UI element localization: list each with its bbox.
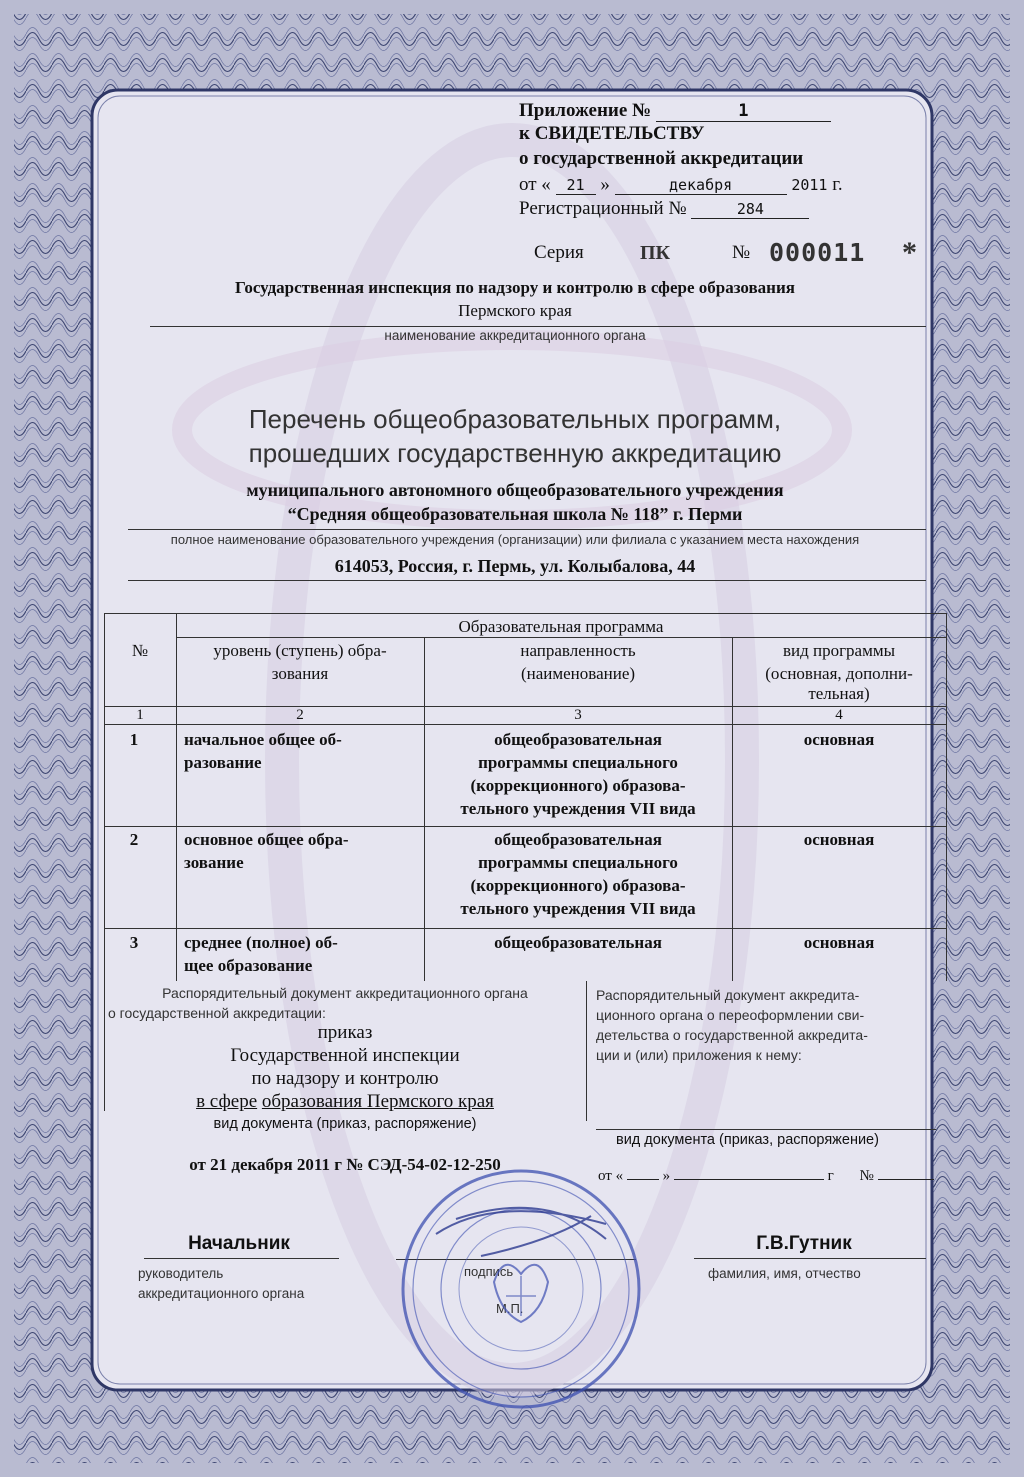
institution-line2: “Средняя общеобразовательная школа № 118” г. Перми: [287, 504, 743, 524]
col-number-1: 1: [136, 707, 144, 723]
serial-number: 000011: [769, 238, 866, 267]
left-doc-caption2: о государственной аккредитации:: [108, 1005, 326, 1021]
table-row-no: 3: [129, 933, 139, 952]
authority-caption: наименование аккредитационного органа: [384, 328, 646, 343]
appendix-number: 1: [656, 101, 831, 122]
table-row-direction: общеобразовательная программы специального (коррекционного) образова- тельного учреждения VII вида: [460, 730, 696, 818]
col-no-header: №: [131, 641, 149, 660]
left-doc-date-line: от 21 декабря 2011 г № СЭД-54-02-12-250: [189, 1155, 501, 1174]
signer-position: Начальник: [188, 1233, 290, 1254]
number-label: №: [732, 242, 751, 263]
col-direction-header: направленность (наименование): [520, 641, 636, 683]
table-row-type: основная: [803, 830, 875, 849]
col-type-header: вид программы (основная, дополни- тельная): [765, 641, 913, 703]
authority-line1: Государственная инспекция по надзору и контролю в сфере образования: [235, 278, 795, 297]
col-level-header: уровень (ступень) обра- зования: [213, 641, 387, 683]
col-number-2: 2: [296, 707, 304, 723]
left-doc-handwritten1: приказ: [317, 1022, 373, 1043]
institution-line1: муниципального автономного общеобразовательного учреждения: [246, 480, 784, 500]
col-number-3: 3: [574, 707, 582, 723]
table-row-type: основная: [803, 933, 875, 952]
group-header: Образовательная программа: [458, 617, 664, 636]
table-row-direction: общеобразовательная: [494, 933, 662, 952]
authority-line2: Пермского края: [458, 301, 572, 320]
official-seal-image: [396, 1164, 646, 1414]
programs-table: [104, 613, 926, 981]
right-doc-kind-caption: вид документа (приказ, распоряжение): [616, 1132, 879, 1148]
document-title-line1: Перечень общеобразовательных программ,: [248, 404, 782, 434]
institution-caption: полное наименование образовательного учреждения (организации) или филиала с указанием места нахождения: [170, 532, 860, 547]
asterisk-mark: *: [902, 236, 917, 269]
table-row-direction: общеобразовательная программы специального (коррекционного) образова- тельного учреждения VII вида: [460, 830, 696, 918]
table-row-type: основная: [803, 730, 875, 749]
table-row-level: начальное общее об- разование: [184, 730, 342, 772]
appendix-line: Приложение № 1: [519, 100, 831, 122]
series-value: ПК: [640, 242, 671, 264]
signer-name-caption: фамилия, имя, отчество: [708, 1266, 861, 1281]
signer-position-caption: руководитель аккредитационного органа: [138, 1266, 305, 1301]
table-row-level: основное общее обра- зование: [184, 830, 349, 872]
left-doc-handwritten3: по надзору и контролю: [251, 1068, 439, 1089]
left-doc-handwritten2: Государственной инспекции: [230, 1045, 460, 1066]
about-accreditation: о государственной аккредитации: [519, 148, 804, 169]
right-doc-date-line: от « » г №: [598, 1168, 934, 1185]
to-certificate: к СВИДЕТЕЛЬСТВУ: [519, 123, 705, 144]
institution-address: 614053, Россия, г. Пермь, ул. Колыбалова, 44: [334, 556, 696, 576]
col-number-4: 4: [835, 707, 843, 723]
document-title-line2: прошедших государственную аккредитацию: [248, 438, 782, 468]
certificate-page: [104, 86, 926, 1386]
stamp-caption: М.П.: [496, 1301, 524, 1316]
signer-name: Г.В.Гутник: [756, 1233, 852, 1254]
table-row-level: среднее (полное) об- щее образование: [184, 933, 338, 975]
signature-caption: подпись: [464, 1264, 514, 1279]
table-row-no: 1: [129, 730, 139, 749]
left-doc-caption1: Распорядительный документ аккредитационного органа: [162, 985, 528, 1001]
certificate-date: от « 21 » декабря 2011 г.: [519, 174, 843, 195]
left-doc-kind-caption: вид документа (приказ, распоряжение): [213, 1116, 477, 1132]
registration-number: Регистрационный № 284: [519, 198, 809, 220]
table-row-no: 2: [129, 830, 139, 849]
series-line: Серия: [534, 242, 584, 263]
right-doc-caption: Распорядительный документ аккредита- ционного органа о переоформлении сви- детельства о государственной аккредита- ции и (или) приложения к нему:: [596, 987, 868, 1063]
left-doc-handwritten4: в сфере образования Пермского края: [196, 1091, 494, 1112]
